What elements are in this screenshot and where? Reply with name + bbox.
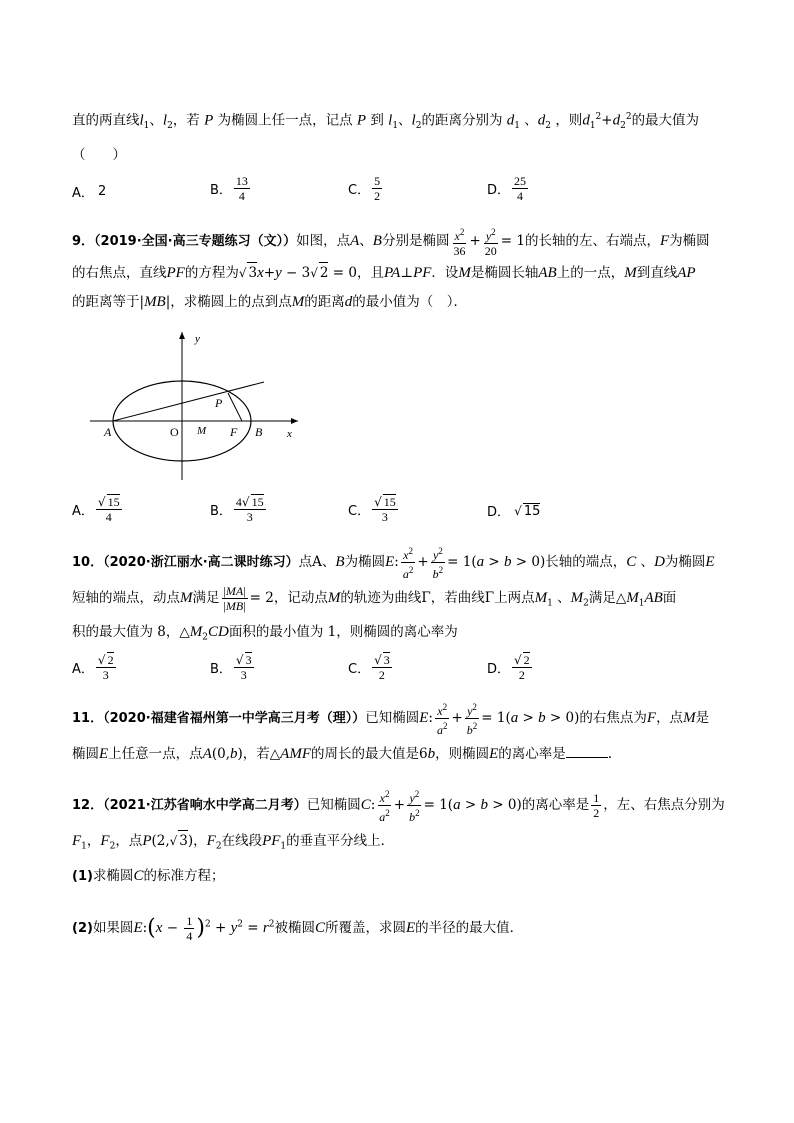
segment-pf: [228, 393, 242, 421]
q10-heading: 10．（2020·浙江丽水·高二课时练习）: [72, 555, 299, 570]
label-f: F: [230, 425, 238, 439]
q10-option-a: A． $\frac{√ 2}{3}$: [72, 653, 114, 682]
q10-option-b: B． $\frac{√ 3}{3}$: [210, 653, 252, 682]
q8-option-d: D． $\frac{25}{4}$: [487, 174, 527, 203]
q10-option-c: C． $\frac{√ 3}{2}$: [348, 653, 390, 682]
q8-text: 到: [370, 112, 384, 129]
q8-option-a: A． 2: [72, 184, 107, 201]
q8-line1: 直的两直线$l_1$、$l_2$，若 P 为椭圆上任一点，记点 P 到 $l_1$、$l_2$的距离分别为 $d_1$ 、$d_2$ ，则$d_1^2+d_2^2$的最大值为: [72, 112, 700, 132]
label-b: B: [255, 425, 263, 439]
q8-text: ，则: [555, 112, 583, 129]
q12-line2: $F_1$，$F_2$，点P(2,√ 3)，$F_2$在线段$PF_1$的垂直平分线上．: [72, 830, 394, 857]
q10-line2: 短轴的端点，动点M满足 $\frac{|MA|}{|MB|}$ = 2，记动点M的轨迹为曲线Γ，若曲线Γ上两点$M_1$ 、$M_2$满足$\triangle M_1AB$面: [72, 584, 677, 613]
q9-line1: 9．（2019·全国·高三专题练习（文））如图，点A、B分别是椭圆 $\frac{x^2}{36}$ + $\frac{y^2}{20}$ = 1的长轴的左、右端点，F为椭圆: [72, 227, 710, 258]
q8-paren: （ ）: [72, 147, 126, 163]
q12-heading: 12．（2021·江苏省响水中学高二月考）: [72, 798, 307, 813]
q8-option-c: C． $\frac{5}{2}$: [348, 174, 381, 203]
q8-option-b: B． $\frac{13}{4}$: [210, 174, 248, 203]
label-a: A: [104, 425, 112, 439]
q12-line1: 12．（2021·江苏省响水中学高二月考）已知椭圆C: $\frac{x^2}{a^2}$ + $\frac{y^2}{b^2}$ = 1(a > b > 0)的离心率是 $\frac{1}{2}$ ，左、右焦点分别为: [72, 789, 725, 824]
q11-line2: 椭圆E上任意一点，点A(0,b)，若△AMF的周长的最大值是6b，则椭圆E的离心率是 .: [72, 746, 613, 762]
q9-option-d: D． √ 15: [487, 503, 541, 520]
q9-option-c: C． $\frac{√ 15}{3}$: [348, 495, 396, 524]
label-m: M: [197, 425, 207, 437]
label-p: P: [215, 396, 223, 410]
q12-sub1: (1)求椭圆C的标准方程；: [72, 868, 225, 884]
answer-blank: [566, 745, 608, 758]
q11-line1: 11．（2020·福建省福州第一中学高三月考（理））已知椭圆E: $\frac{x^2}{a^2}$ + $\frac{y^2}{b^2}$ = 1(a > b > 0)的右焦点为F，点M是: [72, 702, 710, 737]
line-ap: [113, 382, 264, 421]
q9-heading: 9．（2019·全国·高三专题练习（文））: [72, 234, 297, 249]
q9-option-b: B． $\frac{4√ 15}{3}$: [210, 495, 264, 524]
q10-line3: 积的最大值为 8，$\triangle M_2CD$面积的最小值为 1，则椭圆的离心率为: [72, 624, 458, 643]
q9-option-a: A． $\frac{√ 15}{4}$: [72, 495, 120, 524]
q12-sub2: (2)如果圆E:(x − $\frac{1}{4}$ )$^2 + y^2 = r^2$被椭圆C所覆盖，求圆E的半径的最大值．: [72, 914, 524, 943]
q9-ellipse-figure: [90, 330, 305, 482]
q8-text: ，若: [172, 112, 200, 129]
q8-text: 直的两直线: [72, 112, 140, 129]
q8-text: 为椭圆上任一点，记点: [217, 112, 353, 129]
q9-line2: 的右焦点，直线PF的方程为√ 3x+y − 3√ 2 = 0，且PA⊥PF．设M是椭圆长轴AB上的一点，M到直线AP: [72, 262, 696, 283]
label-y: y: [195, 333, 200, 345]
label-o: O: [170, 425, 179, 439]
q8-text: 的最大值为: [631, 112, 700, 129]
q11-heading: 11．（2020·福建省福州第一中学高三月考（理））: [72, 711, 366, 726]
q10-option-d: D． $\frac{√ 2}{2}$: [487, 653, 530, 682]
label-x: x: [287, 428, 292, 440]
q10-line1: 10．（2020·浙江丽水·高二课时练习）点A、B为椭圆E: $\frac{x^2}{a^2}$ + $\frac{y^2}{b^2}$ = 1(a > b > 0)长轴的端点，C 、D为椭圆E: [72, 546, 715, 581]
q8-text: 的距离分别为: [421, 112, 503, 129]
q9-line3: 的距离等于|MB|，求椭圆上的点到点M的距离d的最小值为（ ）．: [72, 294, 468, 310]
